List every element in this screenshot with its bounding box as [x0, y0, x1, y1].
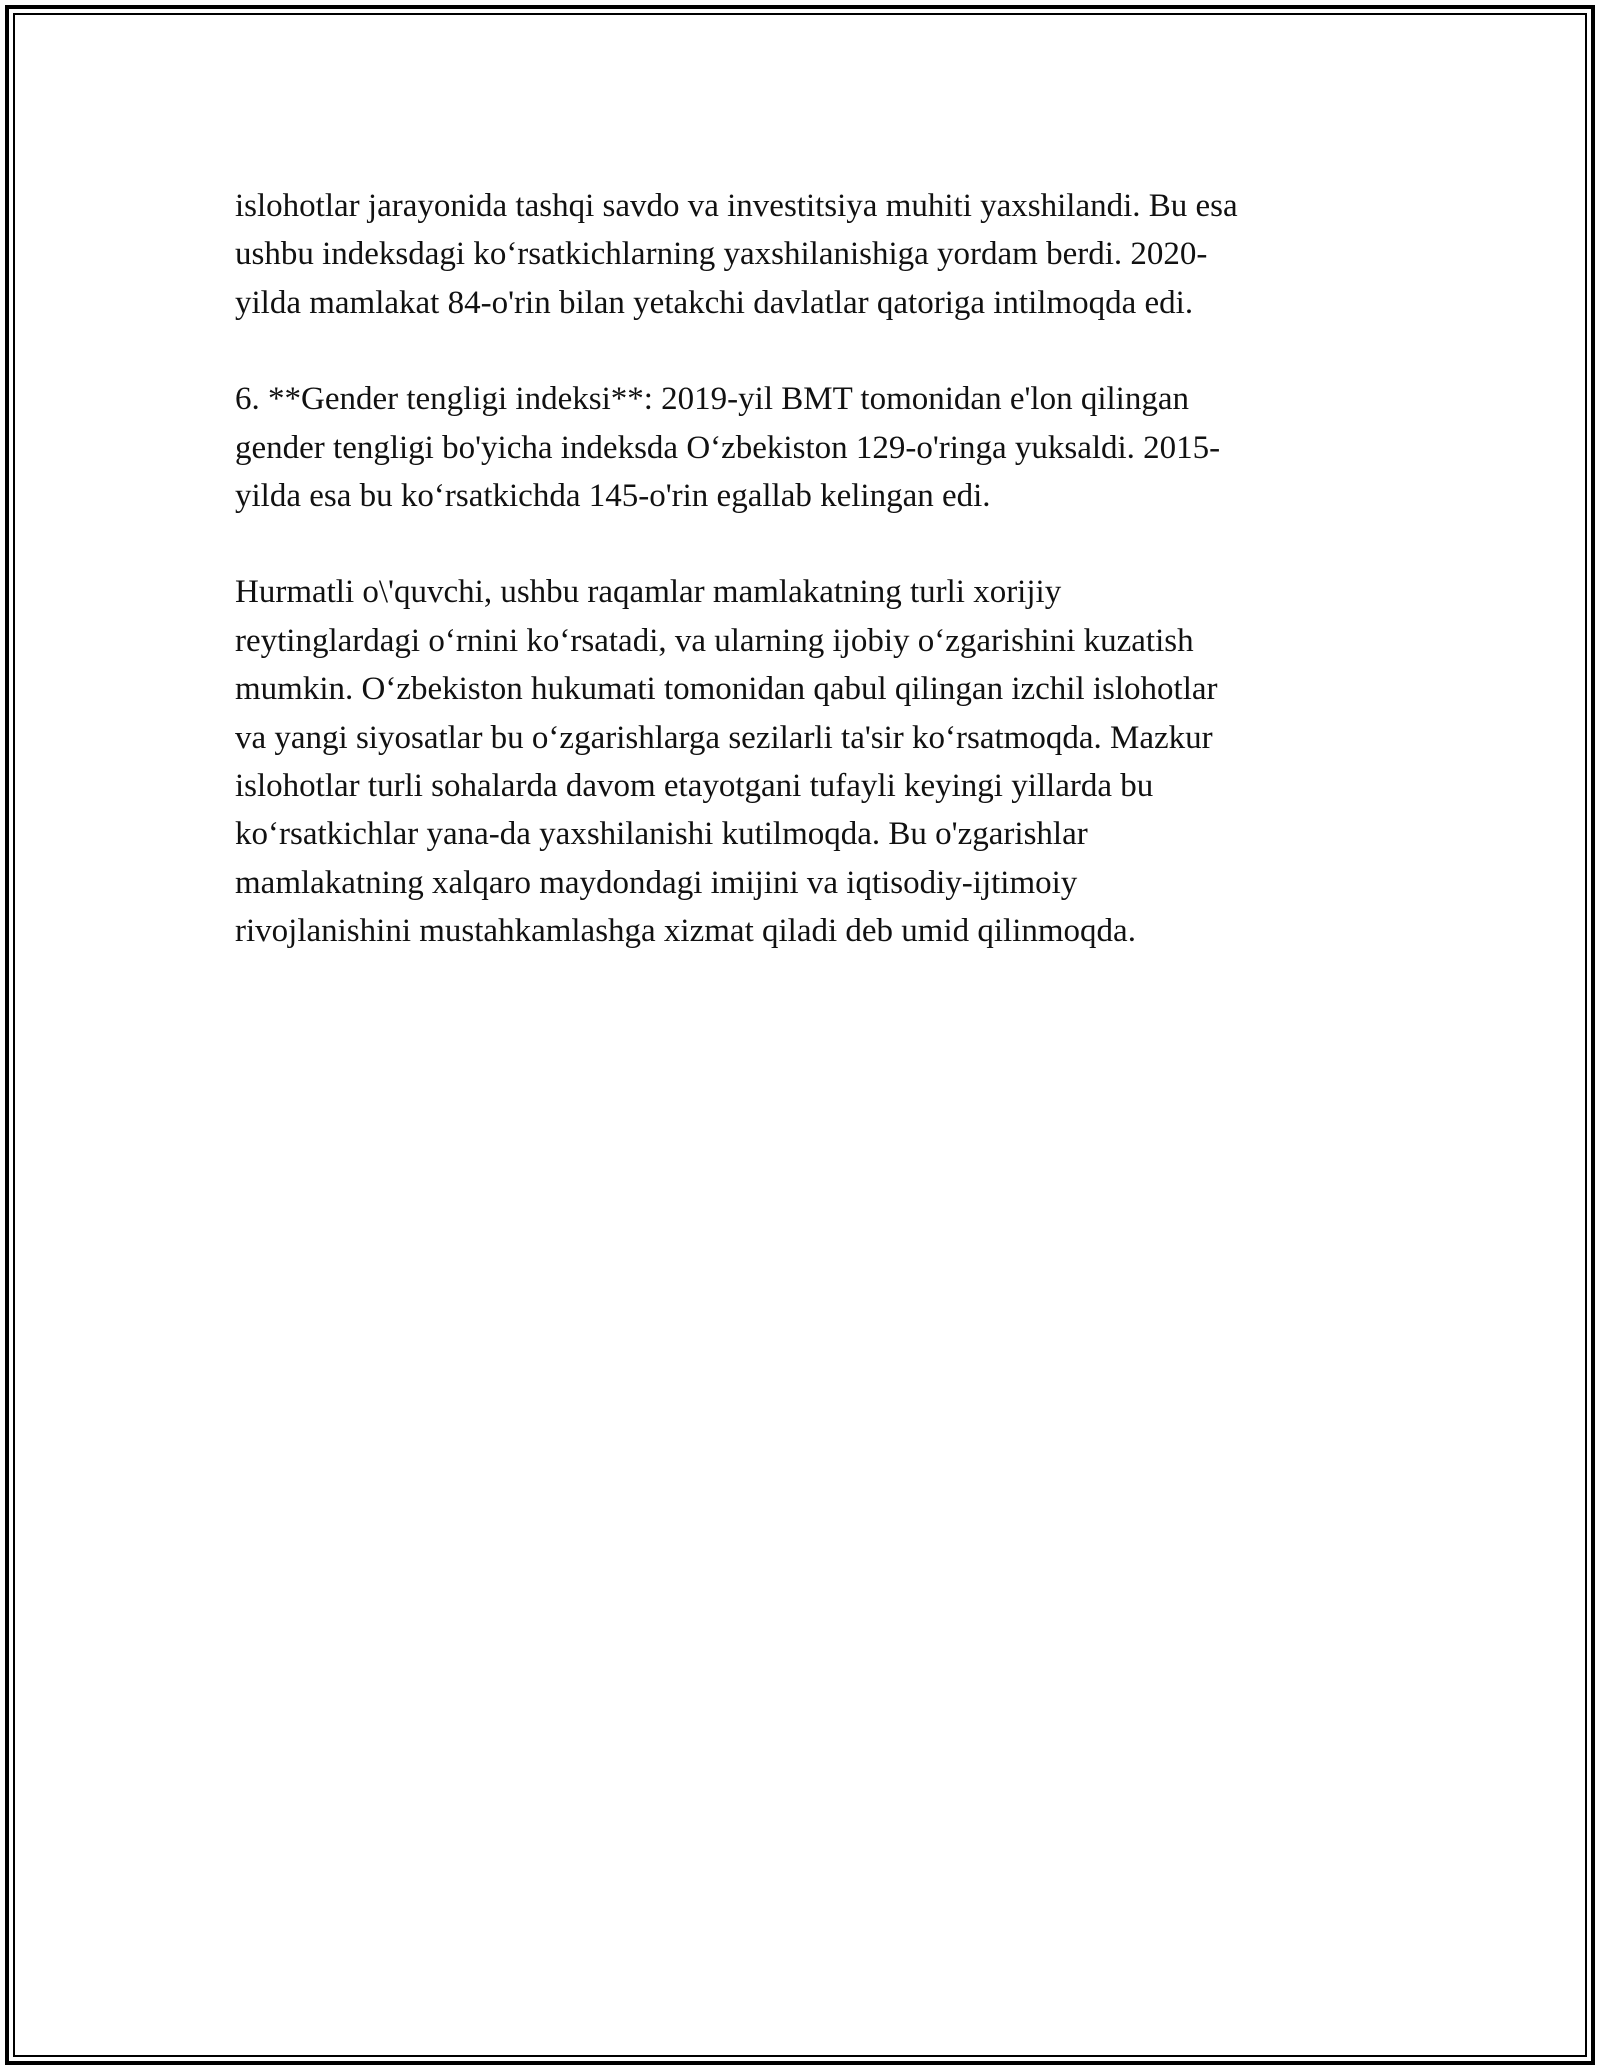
document-body	[235, 182, 1365, 1004]
paragraph-conclusion: Hurmatli o\'quvchi, ushbu raqamlar mamlakatning turli xorijiy reytinglardagi o‘rnini ko‘rsatadi, va ularning ijobiy o‘zgarishini kuzatish mumkin. O‘zbekiston hukumati tomonidan qabul qilingan izchil islohotlar va yangi siyosatlar bu o‘zgarishlarga sezilarli ta'sir ko‘rsatmoqda. Mazkur islohotlar turli sohalarda davom etayotgani tufayli keyingi yillarda bu ko‘rsatkichlar yana-da yaxshilanishi kutilmoqda. Bu o'zgarishlar mamlakatning xalqaro maydondagi imijini va iqtisodiy-ijtimoiy rivojlanishini mustahkamlashga xizmat qiladi deb umid qilinmoqda.	[235, 574, 1218, 950]
paragraph-trade-investment: islohotlar jarayonida tashqi savdo va investitsiya muhiti yaxshilandi. Bu esa ushbu indeksdagi ko‘rsatkichlarning yaxshilanishiga yordam berdi. 2020- yilda mamlakat 84-o'rin bilan yetakchi davlatlar qatoriga intilmoqda edi.	[235, 188, 1238, 321]
paragraph-gender-equality-index: 6. **Gender tengligi indeksi**: 2019-yil BMT tomonidan e'lon qilingan gender tengligi bo'yicha indeksda O‘zbekiston 129-o'ringa yuksaldi. 2015- yilda esa bu ko‘rsatkichda 145-o'rin egallab kelingan edi.	[235, 381, 1221, 515]
